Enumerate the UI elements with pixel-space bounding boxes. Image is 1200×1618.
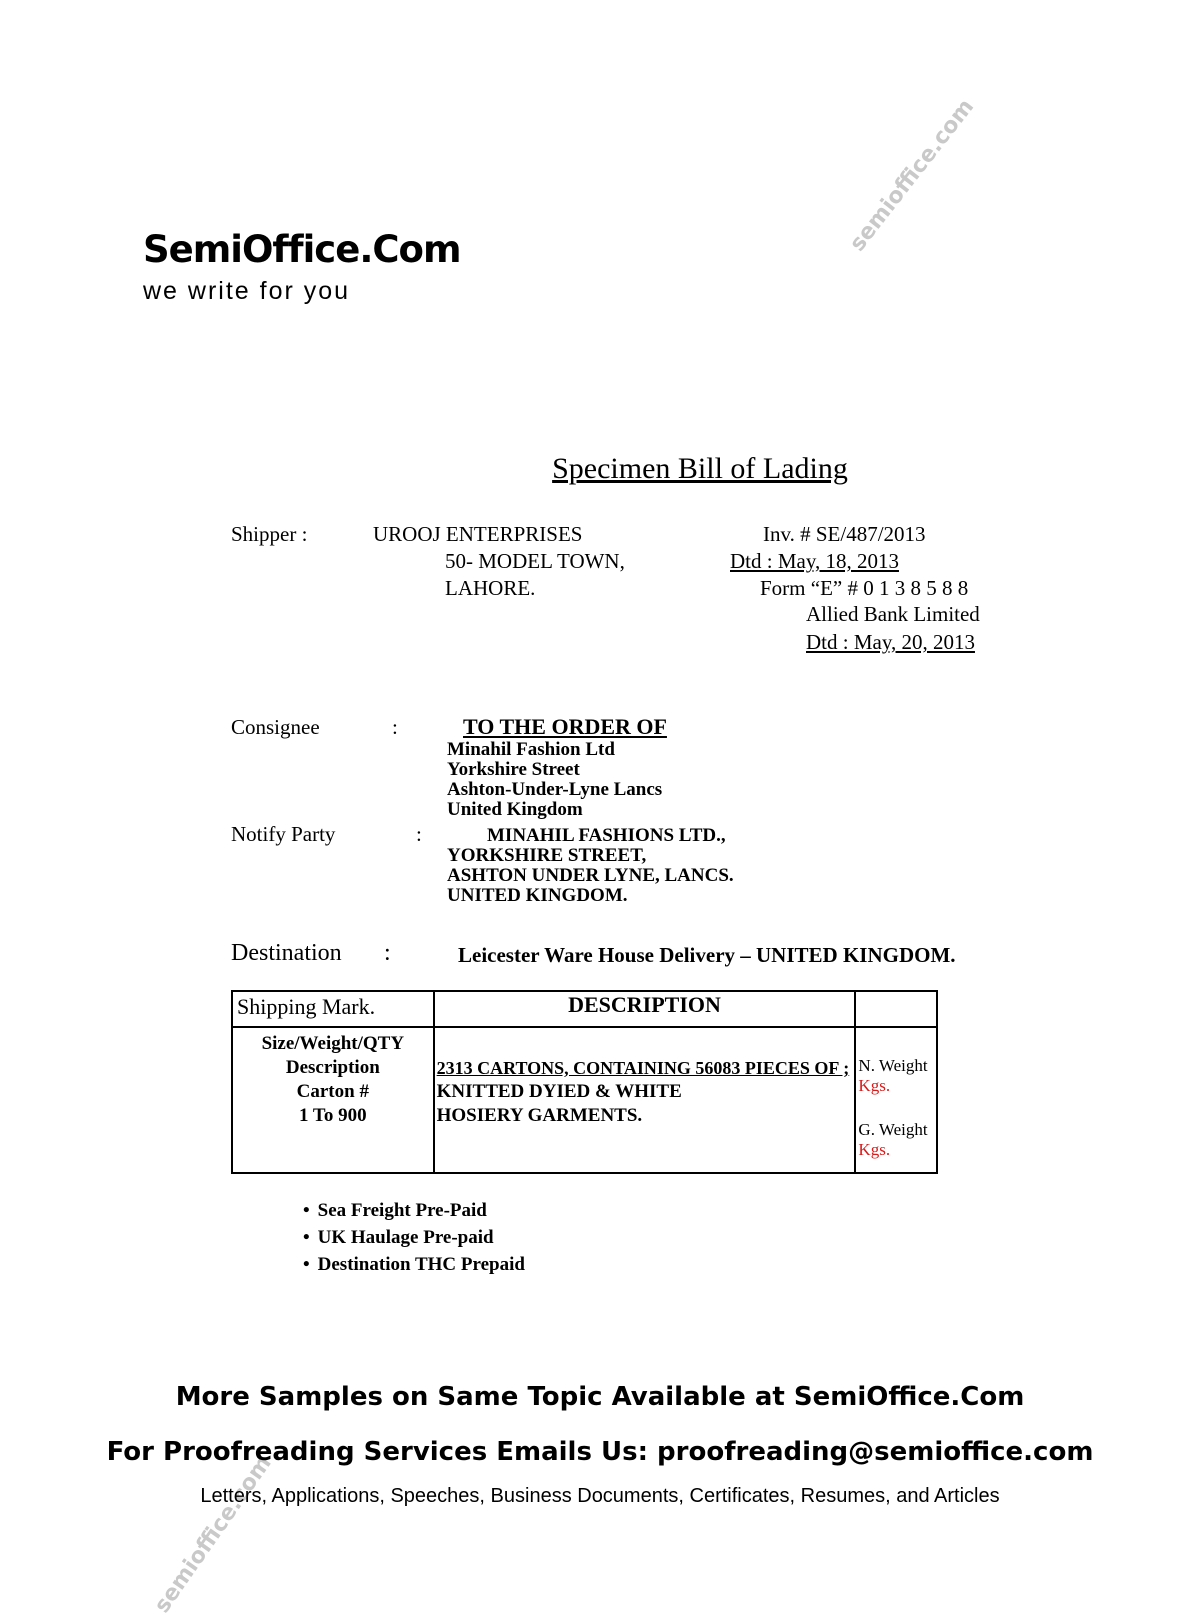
notify-party-label: Notify Party <box>231 822 336 846</box>
footer-more-samples: More Samples on Same Topic Available at SemiOffice.Com <box>175 1382 1025 1412</box>
bank-name: Allied Bank Limited <box>806 602 980 626</box>
invoice-date: Dtd : May, 18, 2013 <box>730 549 899 573</box>
net-weight-label: N. Weight <box>858 1056 928 1075</box>
shipper-address-line1: 50- MODEL TOWN, <box>445 549 625 573</box>
notify-line: ASHTON UNDER LYNE, LANCS. <box>447 865 734 886</box>
watermark-bottom: semioffice.com <box>149 1451 277 1618</box>
gross-weight-label: G. Weight <box>858 1120 928 1139</box>
table-header-shipping-mark: Shipping Mark. <box>232 991 434 1027</box>
destination-colon: : <box>384 940 391 966</box>
consignee-colon: : <box>392 715 398 739</box>
shipping-table <box>231 990 938 1174</box>
destination-value: Leicester Ware House Delivery – UNITED KINGDOM. <box>458 943 956 967</box>
notify-line: MINAHIL FASHIONS LTD., <box>487 825 726 846</box>
shipping-mark-line: Carton # <box>296 1081 369 1102</box>
notify-line: YORKSHIRE STREET, <box>447 845 647 866</box>
document-title: Specimen Bill of Lading <box>552 452 848 485</box>
consignee-line: United Kingdom <box>447 799 583 820</box>
bullet-item: • Destination THC Prepaid <box>303 1254 525 1276</box>
description-line: HOSIERY GARMENTS. <box>436 1105 643 1126</box>
brand-tagline: we write for you <box>143 277 351 305</box>
shipping-mark-line: 1 To 900 <box>299 1105 367 1126</box>
description-line: KNITTED DYIED & WHITE <box>436 1081 682 1102</box>
description-cell <box>434 1027 856 1173</box>
gross-weight-unit: Kgs. <box>858 1140 891 1159</box>
table-header-empty <box>855 991 937 1027</box>
net-weight-unit: Kgs. <box>858 1076 891 1095</box>
consignee-address <box>447 740 662 820</box>
consignee-heading: TO THE ORDER OF <box>463 714 667 739</box>
bullet-item: • Sea Freight Pre-Paid <box>303 1200 487 1222</box>
shipper-label: Shipper : <box>231 522 308 546</box>
consignee-label: Consignee <box>231 715 320 739</box>
consignee-line: Minahil Fashion Ltd <box>447 739 615 760</box>
bullet-item: • UK Haulage Pre-paid <box>303 1227 494 1249</box>
invoice-number: Inv. # SE/487/2013 <box>763 522 926 546</box>
form-e-number: Form “E” # 0 1 3 8 5 8 8 <box>760 576 969 600</box>
consignee-line: Ashton-Under-Lyne Lancs <box>447 779 663 800</box>
shipping-mark-line: Size/Weight/QTY <box>261 1033 405 1054</box>
shipper-address-line2: LAHORE. <box>445 576 536 600</box>
shipping-mark-cell <box>232 1027 434 1173</box>
weight-cell <box>855 1027 937 1173</box>
watermark-top: semioffice.com <box>845 94 980 257</box>
footer-services: Letters, Applications, Speeches, Business Documents, Certificates, Resumes, and Articles <box>200 1485 1000 1507</box>
notify-line: UNITED KINGDOM. <box>447 885 628 906</box>
consignee-line: Yorkshire Street <box>447 759 580 780</box>
table-header-description: DESCRIPTION <box>434 991 856 1027</box>
footer-proofreading: For Proofreading Services Emails Us: proofreading@semioffice.com <box>106 1437 1094 1467</box>
notify-party-address <box>447 826 734 906</box>
brand-logo-text: SemiOffice.Com <box>143 228 461 271</box>
bank-date: Dtd : May, 20, 2013 <box>806 630 975 654</box>
shipping-mark-line: Description <box>285 1057 380 1078</box>
shipper-name: UROOJ ENTERPRISES <box>373 522 583 546</box>
notify-party-colon: : <box>416 822 422 846</box>
description-line: 2313 CARTONS, CONTAINING 56083 PIECES OF ; <box>436 1058 850 1078</box>
destination-label: Destination <box>231 940 342 966</box>
